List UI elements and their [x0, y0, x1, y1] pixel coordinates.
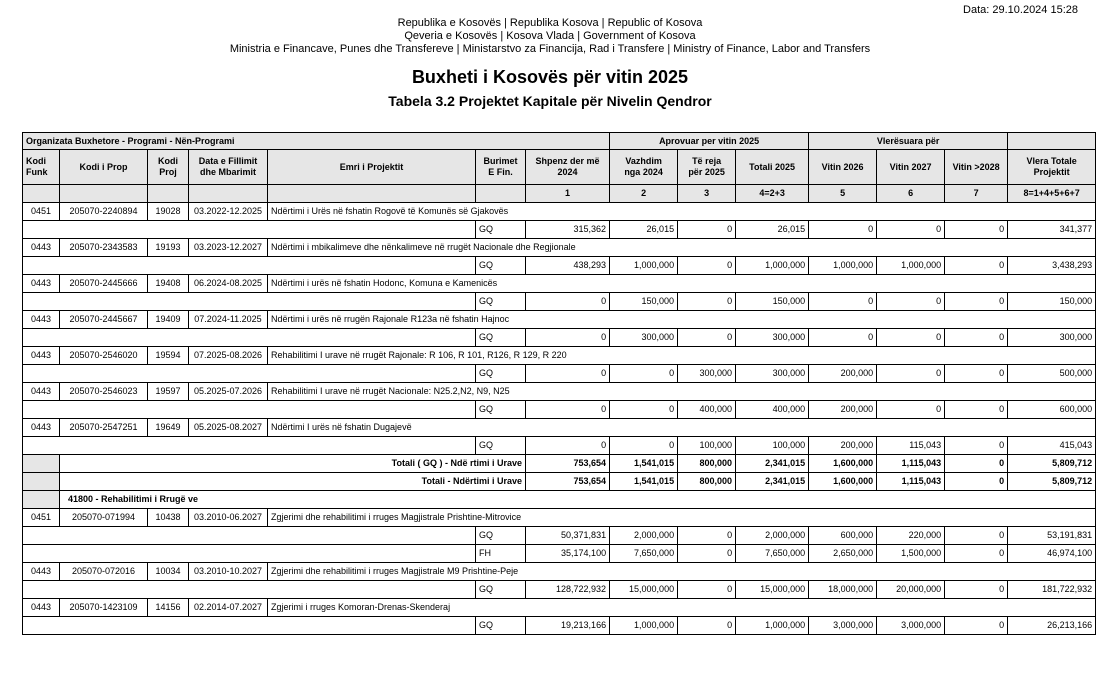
col-num-1: 1	[526, 185, 610, 203]
kodi-proj: 19408	[148, 275, 189, 293]
project-row	[23, 563, 1096, 581]
kodi-funk: 0443	[23, 383, 60, 401]
col-vlera: Vlera Totale Projektit	[1008, 150, 1096, 185]
project-row	[23, 203, 1096, 221]
value-2028: 0	[945, 527, 1008, 545]
project-row	[23, 239, 1096, 257]
value-vazhdim: 1,541,015	[610, 455, 678, 473]
col-2028: Vitin >2028	[945, 150, 1008, 185]
value-vazhdim: 7,650,000	[610, 545, 678, 563]
funding-source: GQ	[476, 293, 526, 311]
project-row	[23, 599, 1096, 617]
value-shpenz: 35,174,100	[526, 545, 610, 563]
value-totali: 1,000,000	[736, 617, 809, 635]
funding-source: GQ	[476, 581, 526, 599]
project-name: Ndërtimi I urës në fshatin Dugajevë	[268, 419, 1096, 437]
header-empty	[1008, 133, 1096, 150]
kodi-prop: 205070-2547251	[60, 419, 148, 437]
value-te-reja: 800,000	[678, 473, 736, 491]
value-2026: 1,600,000	[809, 473, 877, 491]
kodi-funk: 0443	[23, 347, 60, 365]
value-te-reja: 400,000	[678, 401, 736, 419]
value-vazhdim: 150,000	[610, 293, 678, 311]
kodi-funk: 0443	[23, 599, 60, 617]
value-2027: 115,043	[877, 437, 945, 455]
kodi-funk: 0443	[23, 275, 60, 293]
value-shpenz: 315,362	[526, 221, 610, 239]
project-dates: 06.2024-08.2025	[189, 275, 268, 293]
value-2028: 0	[945, 257, 1008, 275]
value-totali: 1,000,000	[736, 257, 809, 275]
value-vazhdim: 300,000	[610, 329, 678, 347]
gov-line-government: Qeveria e Kosovës | Kosova Vlada | Government of Kosova	[404, 30, 696, 42]
gov-line-ministry: Ministria e Financave, Punes dhe Transfereve | Ministarstvo za Financija, Rad i Transfere | Ministry of Finance, Labor and Transfers	[229, 43, 871, 55]
program-row	[23, 491, 1096, 509]
value-2026: 0	[809, 293, 877, 311]
value-2027: 1,000,000	[877, 257, 945, 275]
kodi-prop: 205070-072016	[60, 563, 148, 581]
kodi-proj: 19594	[148, 347, 189, 365]
value-totali: 2,000,000	[736, 527, 809, 545]
value-2026: 1,000,000	[809, 257, 877, 275]
header-row-columns	[23, 150, 1096, 185]
value-2026: 0	[809, 329, 877, 347]
value-2028: 0	[945, 473, 1008, 491]
value-shpenz: 0	[526, 329, 610, 347]
funding-spacer	[23, 401, 476, 419]
funding-row	[23, 401, 1096, 419]
kodi-prop: 205070-2546023	[60, 383, 148, 401]
value-totali: 2,341,015	[736, 455, 809, 473]
value-te-reja: 0	[678, 617, 736, 635]
header-row-numbers	[23, 185, 1096, 203]
value-te-reja: 100,000	[678, 437, 736, 455]
value-totali: 100,000	[736, 437, 809, 455]
project-row	[23, 347, 1096, 365]
funding-source: GQ	[476, 365, 526, 383]
kodi-proj: 19597	[148, 383, 189, 401]
funding-row	[23, 437, 1096, 455]
value-vlera: 26,213,166	[1008, 617, 1096, 635]
value-2027: 20,000,000	[877, 581, 945, 599]
kodi-proj: 19649	[148, 419, 189, 437]
value-vlera: 181,722,932	[1008, 581, 1096, 599]
value-totali: 300,000	[736, 365, 809, 383]
col-num-5: 5	[809, 185, 877, 203]
project-dates: 02.2014-07.2027	[189, 599, 268, 617]
report-date: Data: 29.10.2024 15:28	[963, 4, 1078, 16]
total-margin	[23, 473, 60, 491]
value-2027: 220,000	[877, 527, 945, 545]
col-num-6: 6	[877, 185, 945, 203]
value-2026: 200,000	[809, 437, 877, 455]
value-vazhdim: 0	[610, 365, 678, 383]
col-2026: Vitin 2026	[809, 150, 877, 185]
funding-source: GQ	[476, 617, 526, 635]
value-shpenz: 438,293	[526, 257, 610, 275]
value-shpenz: 0	[526, 365, 610, 383]
kodi-proj: 19409	[148, 311, 189, 329]
value-2027: 3,000,000	[877, 617, 945, 635]
value-shpenz: 753,654	[526, 473, 610, 491]
col-num-8: 8=1+4+5+6+7	[1008, 185, 1096, 203]
funding-source: GQ	[476, 437, 526, 455]
value-2028: 0	[945, 581, 1008, 599]
value-2028: 0	[945, 401, 1008, 419]
kodi-funk: 0443	[23, 419, 60, 437]
value-2026: 200,000	[809, 401, 877, 419]
value-2028: 0	[945, 221, 1008, 239]
kodi-prop: 205070-1423109	[60, 599, 148, 617]
page-subtitle: Tabela 3.2 Projektet Kapitale për Nivelin Qendror	[388, 93, 712, 109]
project-name: Zgjerimi i rruges Komoran-Drenas-Skenderaj	[268, 599, 1096, 617]
kodi-funk: 0451	[23, 203, 60, 221]
value-totali: 300,000	[736, 329, 809, 347]
value-shpenz: 19,213,166	[526, 617, 610, 635]
kodi-prop: 205070-2546020	[60, 347, 148, 365]
value-totali: 7,650,000	[736, 545, 809, 563]
value-vlera: 53,191,831	[1008, 527, 1096, 545]
value-2027: 0	[877, 365, 945, 383]
value-vazhdim: 1,000,000	[610, 257, 678, 275]
value-te-reja: 0	[678, 581, 736, 599]
value-2027: 1,115,043	[877, 473, 945, 491]
value-2028: 0	[945, 545, 1008, 563]
value-2028: 0	[945, 365, 1008, 383]
project-dates: 05.2025-07.2026	[189, 383, 268, 401]
header-approved: Aprovuar per vitin 2025	[610, 133, 809, 150]
col-kodi-prop: Kodi i Prop	[60, 150, 148, 185]
col-burimet: Burimet E Fin.	[476, 150, 526, 185]
page-title: Buxheti i Kosovës për vitin 2025	[411, 67, 689, 87]
value-vlera: 46,974,100	[1008, 545, 1096, 563]
funding-source: FH	[476, 545, 526, 563]
value-vazhdim: 1,541,015	[610, 473, 678, 491]
header-row-groups	[23, 133, 1096, 150]
value-shpenz: 753,654	[526, 455, 610, 473]
value-totali: 400,000	[736, 401, 809, 419]
project-row	[23, 509, 1096, 527]
funding-source: GQ	[476, 257, 526, 275]
header-org: Organizata Buxhetore - Programi - Nën-Programi	[23, 133, 610, 150]
kodi-prop: 205070-2240894	[60, 203, 148, 221]
value-te-reja: 0	[678, 257, 736, 275]
funding-spacer	[23, 617, 476, 635]
value-vlera: 600,000	[1008, 401, 1096, 419]
value-2026: 0	[809, 221, 877, 239]
funding-spacer	[23, 545, 476, 563]
kodi-proj: 19028	[148, 203, 189, 221]
col-num-2: 2	[610, 185, 678, 203]
funding-row	[23, 329, 1096, 347]
program-name: 41800 - Rehabilitimi i Rrugë ve	[60, 491, 1096, 509]
subtotal-row	[23, 455, 1096, 473]
value-2026: 1,600,000	[809, 455, 877, 473]
kodi-funk: 0451	[23, 509, 60, 527]
value-2028: 0	[945, 437, 1008, 455]
col-totali: Totali 2025	[736, 150, 809, 185]
project-row	[23, 419, 1096, 437]
project-name: Rehabilitimi I urave në rrugët Nacionale: N25.2,N2, N9, N25	[268, 383, 1096, 401]
funding-row	[23, 365, 1096, 383]
funding-row	[23, 221, 1096, 239]
kodi-proj: 10034	[148, 563, 189, 581]
value-vlera: 500,000	[1008, 365, 1096, 383]
col-kodi-funk: Kodi Funk	[23, 150, 60, 185]
value-2028: 0	[945, 617, 1008, 635]
funding-spacer	[23, 365, 476, 383]
kodi-proj: 19193	[148, 239, 189, 257]
col-emri: Emri i Projektit	[268, 150, 476, 185]
value-totali: 26,015	[736, 221, 809, 239]
project-dates: 03.2022-12.2025	[189, 203, 268, 221]
value-2027: 0	[877, 293, 945, 311]
value-2026: 3,000,000	[809, 617, 877, 635]
value-totali: 15,000,000	[736, 581, 809, 599]
kodi-prop: 205070-2445667	[60, 311, 148, 329]
funding-row	[23, 527, 1096, 545]
project-dates: 07.2024-11.2025	[189, 311, 268, 329]
kodi-proj: 10438	[148, 509, 189, 527]
kodi-prop: 205070-071994	[60, 509, 148, 527]
project-row	[23, 311, 1096, 329]
col-num-3: 3	[678, 185, 736, 203]
kodi-funk: 0443	[23, 563, 60, 581]
kodi-proj: 14156	[148, 599, 189, 617]
program-margin	[23, 491, 60, 509]
value-shpenz: 128,722,932	[526, 581, 610, 599]
value-vlera: 150,000	[1008, 293, 1096, 311]
funding-source: GQ	[476, 329, 526, 347]
col-data: Data e Fillimit dhe Mbarimit	[189, 150, 268, 185]
project-dates: 03.2023-12.2027	[189, 239, 268, 257]
value-2028: 0	[945, 329, 1008, 347]
subtotal-margin	[23, 455, 60, 473]
value-vlera: 415,043	[1008, 437, 1096, 455]
value-2027: 1,115,043	[877, 455, 945, 473]
value-te-reja: 0	[678, 293, 736, 311]
funding-spacer	[23, 527, 476, 545]
value-totali: 2,341,015	[736, 473, 809, 491]
funding-source: GQ	[476, 401, 526, 419]
value-vlera: 341,377	[1008, 221, 1096, 239]
value-te-reja: 0	[678, 329, 736, 347]
value-vazhdim: 26,015	[610, 221, 678, 239]
funding-source: GQ	[476, 527, 526, 545]
funding-spacer	[23, 221, 476, 239]
project-name: Ndërtimi i urës në fshatin Hodonc, Komuna e Kamenicës	[268, 275, 1096, 293]
funding-row	[23, 545, 1096, 563]
col-te-reja: Të reja për 2025	[678, 150, 736, 185]
value-vazhdim: 2,000,000	[610, 527, 678, 545]
value-2027: 0	[877, 221, 945, 239]
value-te-reja: 0	[678, 527, 736, 545]
col-num-4: 4=2+3	[736, 185, 809, 203]
project-dates: 03.2010-06.2027	[189, 509, 268, 527]
funding-spacer	[23, 293, 476, 311]
col-vazhdim: Vazhdim nga 2024	[610, 150, 678, 185]
funding-source: GQ	[476, 221, 526, 239]
value-shpenz: 50,371,831	[526, 527, 610, 545]
col-num-7: 7	[945, 185, 1008, 203]
total-label: Totali - Ndërtimi i Urave	[60, 473, 526, 491]
header-estimated: Vlerësuara për	[809, 133, 1008, 150]
project-row	[23, 383, 1096, 401]
project-dates: 07.2025-08.2026	[189, 347, 268, 365]
kodi-funk: 0443	[23, 239, 60, 257]
funding-row	[23, 581, 1096, 599]
value-vazhdim: 1,000,000	[610, 617, 678, 635]
value-2026: 18,000,000	[809, 581, 877, 599]
project-row	[23, 275, 1096, 293]
value-2027: 0	[877, 329, 945, 347]
project-name: Zgjerimi dhe rehabilitimi i rruges Magjistrale Prishtine-Mitrovice	[268, 509, 1096, 527]
value-te-reja: 0	[678, 545, 736, 563]
value-vlera: 5,809,712	[1008, 473, 1096, 491]
gov-line-republic: Republika e Kosovës | Republika Kosova | Republic of Kosova	[397, 17, 703, 29]
project-name: Rehabilitimi I urave në rrugët Rajonale: R 106, R 101, R126, R 129, R 220	[268, 347, 1096, 365]
value-vlera: 300,000	[1008, 329, 1096, 347]
col-kodi-proj: Kodi Proj	[148, 150, 189, 185]
total-row	[23, 473, 1096, 491]
kodi-funk: 0443	[23, 311, 60, 329]
project-name: Ndërtimi i Urës në fshatin Rogovë të Komunës së Gjakovës	[268, 203, 1096, 221]
value-vazhdim: 15,000,000	[610, 581, 678, 599]
funding-row	[23, 293, 1096, 311]
project-dates: 05.2025-08.2027	[189, 419, 268, 437]
kodi-prop: 205070-2445666	[60, 275, 148, 293]
funding-spacer	[23, 329, 476, 347]
value-2026: 2,650,000	[809, 545, 877, 563]
value-totali: 150,000	[736, 293, 809, 311]
funding-row	[23, 617, 1096, 635]
value-2026: 600,000	[809, 527, 877, 545]
value-2028: 0	[945, 293, 1008, 311]
col-shpenz: Shpenz der më 2024	[526, 150, 610, 185]
funding-row	[23, 257, 1096, 275]
value-vlera: 5,809,712	[1008, 455, 1096, 473]
value-vlera: 3,438,293	[1008, 257, 1096, 275]
project-name: Ndërtimi i mbikalimeve dhe nënkalimeve në rrugët Nacionale dhe Regjionale	[268, 239, 1096, 257]
value-vazhdim: 0	[610, 401, 678, 419]
project-name: Ndërtimi i urës në rrugën Rajonale R123a në fshatin Hajnoc	[268, 311, 1096, 329]
budget-table	[22, 132, 1096, 635]
value-te-reja: 300,000	[678, 365, 736, 383]
value-shpenz: 0	[526, 437, 610, 455]
value-2027: 0	[877, 401, 945, 419]
value-2026: 200,000	[809, 365, 877, 383]
funding-spacer	[23, 257, 476, 275]
funding-spacer	[23, 581, 476, 599]
value-shpenz: 0	[526, 401, 610, 419]
value-te-reja: 800,000	[678, 455, 736, 473]
value-te-reja: 0	[678, 221, 736, 239]
col-2027: Vitin 2027	[877, 150, 945, 185]
project-dates: 03.2010-10.2027	[189, 563, 268, 581]
value-shpenz: 0	[526, 293, 610, 311]
funding-spacer	[23, 437, 476, 455]
value-vazhdim: 0	[610, 437, 678, 455]
project-name: Zgjerimi dhe rehabilitimi i rruges Magjistrale M9 Prishtine-Peje	[268, 563, 1096, 581]
value-2028: 0	[945, 455, 1008, 473]
kodi-prop: 205070-2343583	[60, 239, 148, 257]
value-2027: 1,500,000	[877, 545, 945, 563]
subtotal-label: Totali ( GQ ) - Ndë rtimi i Urave	[60, 455, 526, 473]
